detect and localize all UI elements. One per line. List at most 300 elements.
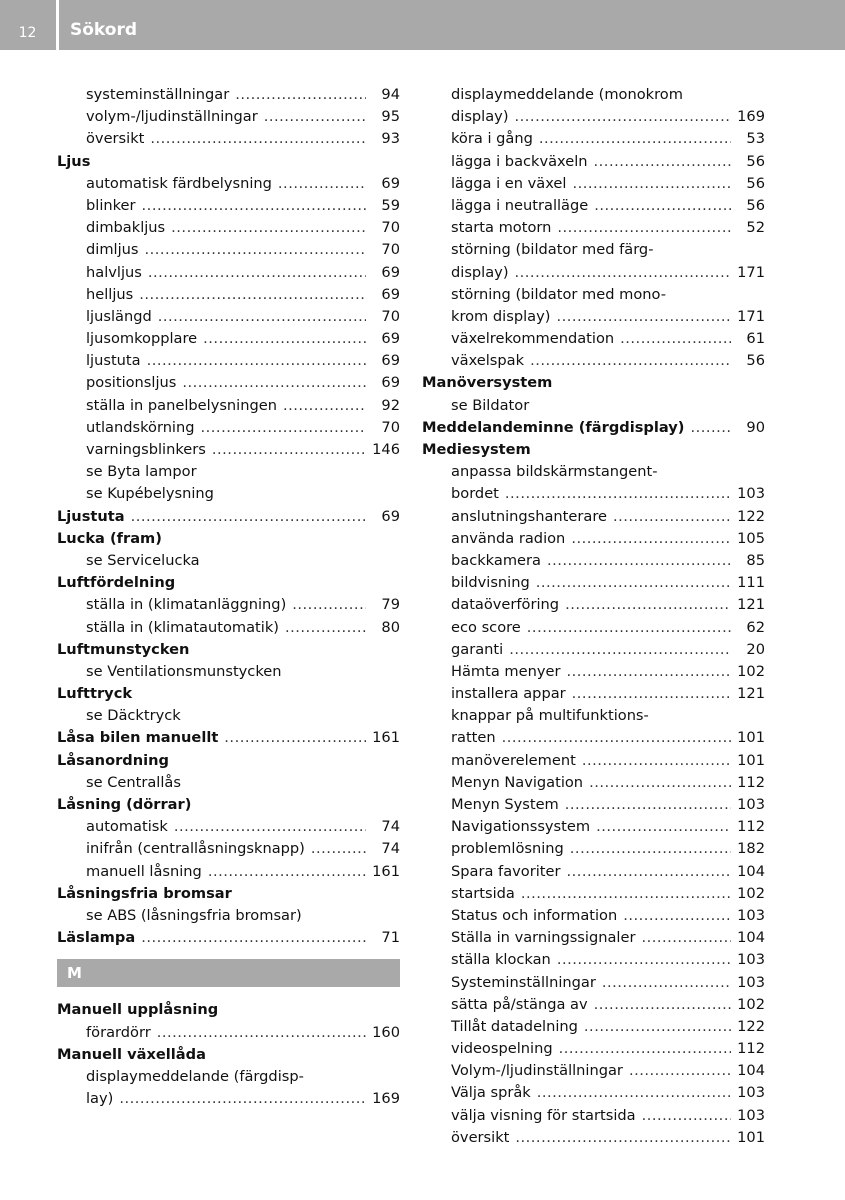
page-header (0, 0, 845, 50)
index-subentry (57, 328, 400, 350)
index-subentry (422, 173, 765, 195)
entry-label: knappar på multifunktions- (451, 707, 649, 725)
page-reference: 146 (372, 441, 400, 458)
page-reference: 169 (372, 1090, 400, 1108)
entry-label: Menyn Navigation (451, 773, 584, 791)
page-reference: 104 (737, 862, 765, 880)
entry-label: se ABS (låsningsfria bromsar) (86, 906, 302, 924)
leader-dots (620, 328, 731, 350)
index-subentry (57, 617, 400, 639)
entry-label: Ställa in varningssignaler (451, 929, 636, 947)
index-subentry (422, 1060, 765, 1082)
index-entry (57, 639, 400, 661)
index-subentry (422, 861, 765, 883)
section-letter-heading: M (57, 959, 400, 987)
leader-dots (641, 927, 731, 949)
leader-dots (311, 838, 366, 860)
page-reference: 93 (381, 130, 400, 148)
entry-label: Låsning (dörrar) (57, 796, 192, 813)
index-subentry (422, 128, 765, 150)
entry-label: se Ventilationsmunstycken (86, 662, 282, 680)
entry-label: ställa in panelbelysningen (86, 396, 277, 414)
entry-label: översikt (451, 1128, 510, 1146)
index-subentry (422, 1016, 765, 1038)
index-entry (57, 927, 400, 949)
leader-dots (158, 306, 366, 328)
entry-label: dimljus (86, 241, 139, 259)
index-subentry (422, 838, 765, 860)
leader-dots (527, 617, 731, 639)
leader-dots (201, 417, 366, 439)
index-subentry (422, 617, 765, 639)
page-reference: 69 (381, 330, 400, 348)
index-subentry (422, 750, 765, 772)
page-reference: 70 (381, 307, 400, 325)
page-reference: 56 (746, 174, 765, 192)
leader-dots (203, 328, 366, 350)
index-subentry (57, 772, 400, 794)
entry-label: installera appar (451, 685, 566, 703)
entry-label: bildvisning (451, 574, 530, 592)
index-subentry (422, 994, 765, 1016)
leader-dots (566, 861, 731, 883)
leader-dots (602, 972, 731, 994)
page-reference: 92 (381, 396, 400, 414)
page-reference: 112 (737, 1040, 765, 1058)
entry-label: systeminställningar (86, 86, 230, 103)
page-reference: 80 (381, 618, 400, 636)
header-divider (56, 0, 59, 50)
entry-label: växelspak (451, 352, 525, 370)
page-reference: 103 (737, 1106, 765, 1124)
index-subentry (57, 594, 400, 616)
entry-label: Tillåt datadelning (451, 1017, 578, 1035)
entry-label: Låsa bilen manuellt (57, 729, 219, 747)
entry-label: ställa in (klimatautomatik) (86, 618, 279, 636)
index-subentry (57, 439, 400, 461)
index-subentry (57, 284, 400, 306)
entry-label: ställa klockan (451, 951, 551, 969)
leader-dots (264, 106, 366, 128)
index-column-left (57, 84, 400, 1110)
index-subentry (422, 927, 765, 949)
leader-dots (584, 1016, 731, 1038)
page-reference: 103 (737, 485, 765, 503)
page-reference: 104 (737, 1062, 765, 1080)
index-entry (422, 372, 765, 394)
page-reference: 94 (381, 86, 400, 103)
index-subentry (422, 816, 765, 838)
page-reference: 59 (381, 196, 400, 214)
entry-label: se Kupébelysning (86, 485, 214, 503)
page-reference: 20 (746, 640, 765, 658)
index-entry (57, 750, 400, 772)
page-reference: 112 (737, 818, 765, 836)
leader-dots (642, 1105, 731, 1127)
entry-label: display) (451, 263, 509, 281)
entry-label: Navigationssystem (451, 818, 591, 836)
page-reference: 95 (381, 108, 400, 126)
entry-label: eco score (451, 618, 521, 636)
entry-label: välja visning för startsida (451, 1106, 636, 1124)
leader-dots (571, 528, 731, 550)
entry-label: utlandskörning (86, 418, 195, 436)
entry-label: anpassa bildskärmstangent- (451, 463, 658, 481)
index-subentry (422, 639, 765, 661)
page-reference: 121 (737, 596, 765, 614)
page-reference: 122 (737, 507, 765, 525)
leader-dots (171, 217, 366, 239)
entry-label: Hämta menyer (451, 662, 561, 680)
index-entry (57, 506, 400, 528)
leader-dots (596, 816, 731, 838)
page-reference: 171 (737, 263, 765, 281)
leader-dots (565, 794, 731, 816)
entry-label: Ljustuta (57, 507, 125, 525)
leader-dots (572, 683, 731, 705)
entry-label: se Centrallås (86, 773, 181, 791)
leader-dots (559, 1038, 731, 1060)
index-subentry (422, 461, 765, 483)
page-reference: 69 (381, 352, 400, 370)
entry-label: garanti (451, 640, 504, 658)
entry-label: Manuell upplåsning (57, 1001, 219, 1019)
index-subentry (57, 262, 400, 284)
entry-label: ställa in (klimatanläggning) (86, 596, 287, 614)
entry-label: Läslampa (57, 929, 136, 947)
page-reference: 171 (737, 307, 765, 325)
index-subentry (57, 550, 400, 572)
leader-dots (589, 772, 731, 794)
leader-dots (224, 727, 366, 749)
entry-label: videospelning (451, 1040, 553, 1058)
index-subentry (57, 350, 400, 372)
page-reference: 61 (746, 330, 765, 348)
index-subentry (57, 372, 400, 394)
leader-dots (570, 838, 731, 860)
entry-label: se Däcktryck (86, 707, 181, 725)
entry-label: ratten (451, 729, 496, 747)
entry-label: använda radion (451, 529, 566, 547)
page-reference: 53 (746, 130, 765, 148)
entry-label: startsida (451, 884, 515, 902)
leader-dots (147, 350, 366, 372)
page-reference: 85 (746, 551, 765, 569)
entry-label: problemlösning (451, 840, 564, 858)
index-entry (57, 999, 400, 1021)
index-subentry (57, 483, 400, 505)
index-subentry (57, 173, 400, 195)
entry-label: Status och information (451, 906, 618, 924)
entry-label: lägga i neutralläge (451, 196, 589, 214)
page-reference: 90 (746, 418, 765, 436)
leader-dots (594, 151, 731, 173)
leader-dots (556, 306, 731, 328)
entry-label: blinker (86, 196, 136, 214)
leader-dots (150, 128, 366, 150)
leader-dots (278, 173, 366, 195)
page-reference: 160 (372, 1023, 400, 1041)
page-reference: 122 (737, 1017, 765, 1035)
index-subentry (57, 1066, 400, 1088)
index-subentry (422, 395, 765, 417)
index-subentry (422, 84, 765, 106)
index-subentry (422, 661, 765, 683)
index-entry (57, 883, 400, 905)
entry-label: se Byta lampor (86, 463, 197, 481)
page-reference: 71 (381, 929, 400, 947)
index-entry (422, 439, 765, 461)
index-subentry (57, 84, 400, 106)
index-subentry (422, 772, 765, 794)
leader-dots (582, 750, 731, 772)
index-subentry (57, 661, 400, 683)
page-reference: 79 (381, 596, 400, 614)
entry-label: ljuslängd (86, 307, 152, 325)
leader-dots (285, 617, 366, 639)
entry-label: förardörr (86, 1023, 151, 1041)
entry-label: Manöversystem (422, 374, 553, 392)
entry-label: Menyn System (451, 796, 559, 813)
leader-dots (142, 195, 366, 217)
index-subentry (57, 816, 400, 838)
page-reference: 56 (746, 352, 765, 370)
leader-dots (119, 1088, 366, 1110)
entry-label: displaymeddelande (färgdisp- (86, 1067, 304, 1085)
entry-label: inifrån (centrallåsningsknapp) (86, 840, 305, 858)
index-subentry (422, 572, 765, 594)
entry-label: Spara favoriter (451, 862, 561, 880)
index-subentry (57, 195, 400, 217)
entry-label: Lucka (fram) (57, 529, 162, 547)
index-subentry (422, 262, 765, 284)
index-subentry (57, 461, 400, 483)
index-subentry (422, 594, 765, 616)
page-reference: 102 (737, 995, 765, 1013)
entry-label: Mediesystem (422, 441, 531, 458)
leader-dots (131, 506, 366, 528)
entry-label: se Bildator (451, 396, 530, 414)
index-subentry (57, 1022, 400, 1044)
leader-dots (208, 861, 366, 883)
index-subentry (422, 350, 765, 372)
index-subentry (422, 883, 765, 905)
leader-dots (594, 195, 731, 217)
page-reference: 52 (746, 219, 765, 237)
page-reference: 101 (737, 729, 765, 747)
index-subentry (422, 550, 765, 572)
leader-dots (537, 1082, 731, 1104)
entry-label: Välja språk (451, 1084, 531, 1102)
page-reference: 69 (381, 507, 400, 525)
entry-label: lay) (86, 1090, 114, 1108)
page-reference: 112 (737, 773, 765, 791)
page-reference: 103 (737, 1084, 765, 1102)
page-reference: 74 (381, 840, 400, 858)
entry-label: backkamera (451, 551, 541, 569)
entry-label: manöverelement (451, 751, 576, 769)
entry-label: varningsblinkers (86, 441, 206, 458)
index-subentry (422, 727, 765, 749)
leader-dots (292, 594, 366, 616)
leader-dots (594, 994, 731, 1016)
entry-label: Luftmunstycken (57, 640, 190, 658)
page-reference: 121 (737, 685, 765, 703)
entry-label: displaymeddelande (monokrom (451, 86, 683, 103)
page-title: Sökord (70, 20, 138, 40)
index-subentry (422, 972, 765, 994)
index-entry (57, 1044, 400, 1066)
entry-label: Ljus (57, 152, 91, 170)
page-reference: 103 (737, 951, 765, 969)
page-reference: 101 (737, 1128, 765, 1146)
entry-label: dimbakljus (86, 219, 166, 237)
leader-dots (139, 284, 366, 306)
index-subentry (57, 128, 400, 150)
index-subentry (422, 905, 765, 927)
index-subentry (422, 683, 765, 705)
index-subentry (422, 705, 765, 727)
leader-dots (539, 128, 731, 150)
index-entry (57, 151, 400, 173)
index-subentry (422, 328, 765, 350)
entry-label: helljus (86, 285, 134, 303)
entry-label: lägga i backväxeln (451, 152, 588, 170)
leader-dots (629, 1060, 731, 1082)
entry-label: Låsanordning (57, 751, 169, 769)
page-reference: 69 (381, 174, 400, 192)
index-subentry (422, 1038, 765, 1060)
index-subentry (57, 905, 400, 927)
page-reference: 102 (737, 662, 765, 680)
index-entry (422, 417, 765, 439)
entry-label: krom display) (451, 307, 551, 325)
leader-dots (521, 883, 731, 905)
leader-dots (536, 572, 731, 594)
page-reference: 104 (737, 929, 765, 947)
entry-label: köra i gång (451, 130, 533, 148)
leader-dots (283, 395, 366, 417)
entry-label: volym-/ljudinställningar (86, 108, 258, 126)
entry-label: Luftfördelning (57, 574, 176, 592)
page-reference: 169 (737, 108, 765, 126)
leader-dots (157, 1022, 366, 1044)
page-reference: 103 (737, 973, 765, 991)
index-subentry (422, 506, 765, 528)
page-reference: 62 (746, 618, 765, 636)
entry-label: Låsningsfria bromsar (57, 884, 232, 902)
leader-dots (509, 639, 731, 661)
leader-dots (557, 949, 731, 971)
entry-label: Lufttryck (57, 685, 133, 703)
leader-dots (547, 550, 731, 572)
page-reference: 101 (737, 751, 765, 769)
entry-label: halvljus (86, 263, 142, 281)
index-subentry (57, 306, 400, 328)
index-subentry (422, 1082, 765, 1104)
page-reference: 69 (381, 263, 400, 281)
page-reference: 105 (737, 529, 765, 547)
index-subentry (57, 705, 400, 727)
entry-label: anslutningshanterare (451, 507, 607, 525)
index-subentry (422, 528, 765, 550)
leader-dots (145, 239, 367, 261)
entry-label: ljustuta (86, 352, 141, 370)
leader-dots (235, 84, 366, 106)
leader-dots (572, 173, 731, 195)
entry-label: översikt (86, 130, 145, 148)
page-reference: 161 (372, 729, 400, 747)
index-subentry (422, 217, 765, 239)
index-subentry (57, 1088, 400, 1110)
entry-label: Manuell växellåda (57, 1045, 206, 1063)
page-reference: 56 (746, 152, 765, 170)
page-reference: 69 (381, 285, 400, 303)
page-reference: 103 (737, 906, 765, 924)
index-subentry (422, 1127, 765, 1149)
entry-label: Volym-/ljudinställningar (451, 1062, 623, 1080)
page-reference: 70 (381, 418, 400, 436)
entry-label: automatisk (86, 818, 168, 836)
page-reference: 69 (381, 374, 400, 392)
index-column-right (422, 84, 765, 1149)
entry-label: se Servicelucka (86, 551, 200, 569)
leader-dots (174, 816, 366, 838)
leader-dots (567, 661, 732, 683)
entry-label: positionsljus (86, 374, 177, 392)
leader-dots (141, 927, 366, 949)
leader-dots (182, 372, 366, 394)
index-subentry (57, 417, 400, 439)
entry-label: Meddelandeminne (färgdisplay) (422, 418, 685, 436)
leader-dots (515, 1127, 731, 1149)
leader-dots (557, 217, 731, 239)
leader-dots (212, 439, 366, 461)
leader-dots (565, 594, 731, 616)
index-subentry (422, 239, 765, 261)
index-subentry (422, 151, 765, 173)
index-subentry (422, 1105, 765, 1127)
page-reference: 182 (737, 840, 765, 858)
entry-label: manuell låsning (86, 862, 202, 880)
entry-label: bordet (451, 485, 499, 503)
index-entry (57, 727, 400, 749)
index-subentry (422, 483, 765, 505)
index-entry (57, 572, 400, 594)
index-subentry (422, 794, 765, 816)
leader-dots (502, 727, 731, 749)
leader-dots (690, 417, 731, 439)
leader-dots (515, 106, 731, 128)
page-reference: 111 (737, 574, 765, 592)
entry-label: ljusomkopplare (86, 330, 198, 348)
index-subentry (57, 395, 400, 417)
index-subentry (422, 195, 765, 217)
page-reference: 102 (737, 884, 765, 902)
index-subentry (422, 949, 765, 971)
leader-dots (515, 262, 731, 284)
index-subentry (422, 284, 765, 306)
leader-dots (623, 905, 731, 927)
index-subentry (57, 861, 400, 883)
page-reference: 103 (737, 796, 765, 813)
index-subentry (57, 239, 400, 261)
entry-label: störning (bildator med mono- (451, 285, 666, 303)
page-reference: 56 (746, 196, 765, 214)
entry-label: sätta på/stänga av (451, 995, 588, 1013)
leader-dots (505, 483, 731, 505)
entry-label: display) (451, 108, 509, 126)
